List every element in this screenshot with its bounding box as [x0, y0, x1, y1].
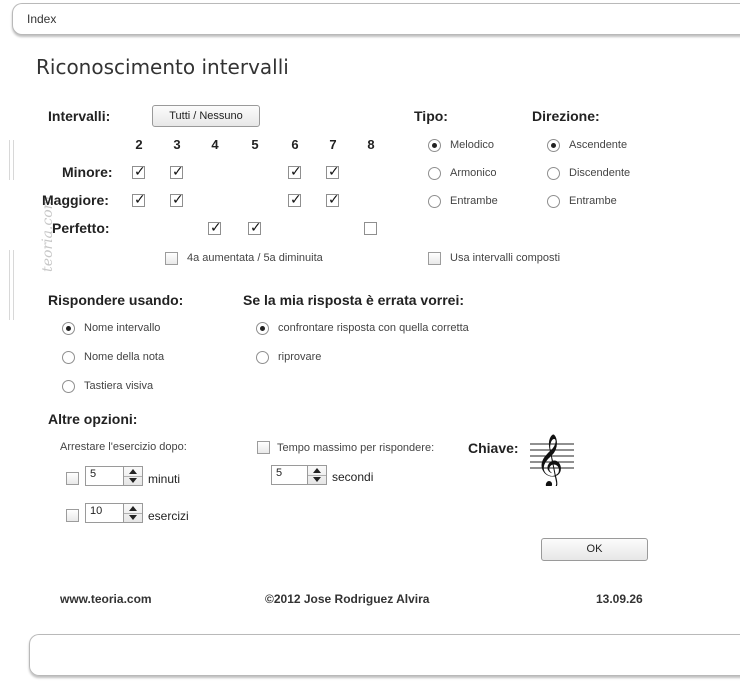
minutes-value: 5: [90, 468, 97, 480]
stepper-arrows-icon[interactable]: [123, 504, 142, 522]
minutes-unit: minuti: [148, 472, 181, 486]
interval-checkbox-8[interactable]: [364, 222, 377, 235]
ok-button[interactable]: OK: [541, 538, 648, 561]
stop-after-label: Arrestare l'esercizio dopo:: [60, 441, 187, 453]
max-time-checkbox[interactable]: [257, 441, 270, 454]
wrong-answer-option-label: confrontare risposta con quella corretta: [278, 322, 469, 334]
minutes-stepper[interactable]: [85, 466, 143, 486]
other-options-label: Altre opzioni:: [48, 411, 138, 427]
interval-row-label: Maggiore:: [42, 192, 109, 208]
interval-column-header: 8: [367, 137, 375, 152]
stepper-arrows-icon[interactable]: [307, 466, 326, 484]
intervals-label: Intervalli:: [48, 108, 111, 124]
interval-checkbox-5[interactable]: [248, 222, 261, 235]
stop-minutes-checkbox[interactable]: [66, 472, 79, 485]
answer-mode-radio[interactable]: [62, 322, 75, 335]
answer-mode-label: Rispondere usando:: [48, 292, 184, 308]
tipo-radio[interactable]: [428, 195, 441, 208]
interval-checkbox-3[interactable]: [170, 166, 183, 179]
wrong-answer-radio[interactable]: [256, 322, 269, 335]
tipo-option-label: Melodico: [450, 139, 495, 151]
answer-mode-option-label: Tastiera visiva: [84, 380, 154, 392]
interval-checkbox-7[interactable]: [326, 194, 339, 207]
footer-version: 13.09.26: [596, 592, 643, 606]
bottom-panel: [29, 634, 740, 676]
interval-checkbox-4[interactable]: [208, 222, 221, 235]
answer-mode-radio[interactable]: [62, 351, 75, 364]
augmented-checkbox[interactable]: [165, 252, 178, 265]
page-title: Riconoscimento intervalli: [36, 55, 289, 79]
side-line: [13, 140, 14, 180]
brand-side-text: teoria.com: [40, 196, 56, 272]
interval-column-header: 6: [291, 137, 299, 152]
exercises-unit: esercizi: [148, 509, 189, 523]
interval-checkbox-6[interactable]: [288, 194, 301, 207]
seconds-unit: secondi: [332, 470, 374, 484]
seconds-value: 5: [276, 467, 283, 479]
stepper-arrows-icon[interactable]: [123, 467, 142, 485]
wrong-answer-label: Se la mia risposta è errata vorrei:: [243, 292, 464, 308]
window-tab-title[interactable]: Index: [27, 12, 57, 26]
tipo-radio[interactable]: [428, 139, 441, 152]
answer-mode-radio[interactable]: [62, 380, 75, 393]
interval-checkbox-3[interactable]: [170, 194, 183, 207]
interval-checkbox-7[interactable]: [326, 166, 339, 179]
augmented-label: 4a aumentata / 5a diminuita: [187, 252, 323, 264]
seconds-stepper[interactable]: [271, 465, 327, 485]
compound-intervals-label: Usa intervalli composti: [450, 252, 561, 264]
interval-column-header: 3: [173, 137, 181, 152]
stop-exercises-checkbox[interactable]: [66, 509, 79, 522]
interval-checkbox-6[interactable]: [288, 166, 301, 179]
interval-checkbox-2[interactable]: [132, 194, 145, 207]
interval-row-label: Perfetto:: [52, 220, 110, 236]
tipo-label: Tipo:: [414, 108, 448, 124]
footer-site[interactable]: www.teoria.com: [60, 592, 152, 606]
answer-mode-option-label: Nome della nota: [84, 351, 165, 363]
tipo-option-label: Entrambe: [450, 195, 498, 207]
interval-row-label: Minore:: [62, 164, 113, 180]
direzione-option-label: Discendente: [569, 167, 631, 179]
clef-label: Chiave:: [468, 440, 519, 456]
interval-column-header: 4: [211, 137, 219, 152]
tipo-radio[interactable]: [428, 167, 441, 180]
interval-column-header: 2: [135, 137, 143, 152]
max-time-label: Tempo massimo per rispondere:: [277, 442, 435, 454]
answer-mode-option-label: Nome intervallo: [84, 322, 161, 334]
direzione-radio[interactable]: [547, 167, 560, 180]
exercises-value: 10: [90, 505, 103, 517]
footer-copyright: ©2012 Jose Rodriguez Alvira: [265, 592, 430, 606]
side-line: [9, 250, 10, 320]
direzione-option-label: Ascendente: [569, 139, 628, 151]
window-tab-bar: [12, 3, 740, 35]
direzione-label: Direzione:: [532, 108, 600, 124]
side-line: [9, 140, 10, 180]
direzione-radio[interactable]: [547, 195, 560, 208]
exercises-stepper[interactable]: [85, 503, 143, 523]
svg-text:𝄞: 𝄞: [536, 433, 564, 486]
all-none-button[interactable]: Tutti / Nessuno: [152, 105, 260, 127]
side-line: [13, 250, 14, 320]
tipo-option-label: Armonico: [450, 167, 497, 179]
wrong-answer-radio[interactable]: [256, 351, 269, 364]
direzione-option-label: Entrambe: [569, 195, 617, 207]
interval-checkbox-2[interactable]: [132, 166, 145, 179]
wrong-answer-option-label: riprovare: [278, 351, 322, 363]
compound-intervals-checkbox[interactable]: [428, 252, 441, 265]
direzione-radio[interactable]: [547, 139, 560, 152]
interval-column-header: 5: [251, 137, 259, 152]
interval-column-header: 7: [329, 137, 337, 152]
treble-clef-icon[interactable]: [528, 426, 576, 486]
